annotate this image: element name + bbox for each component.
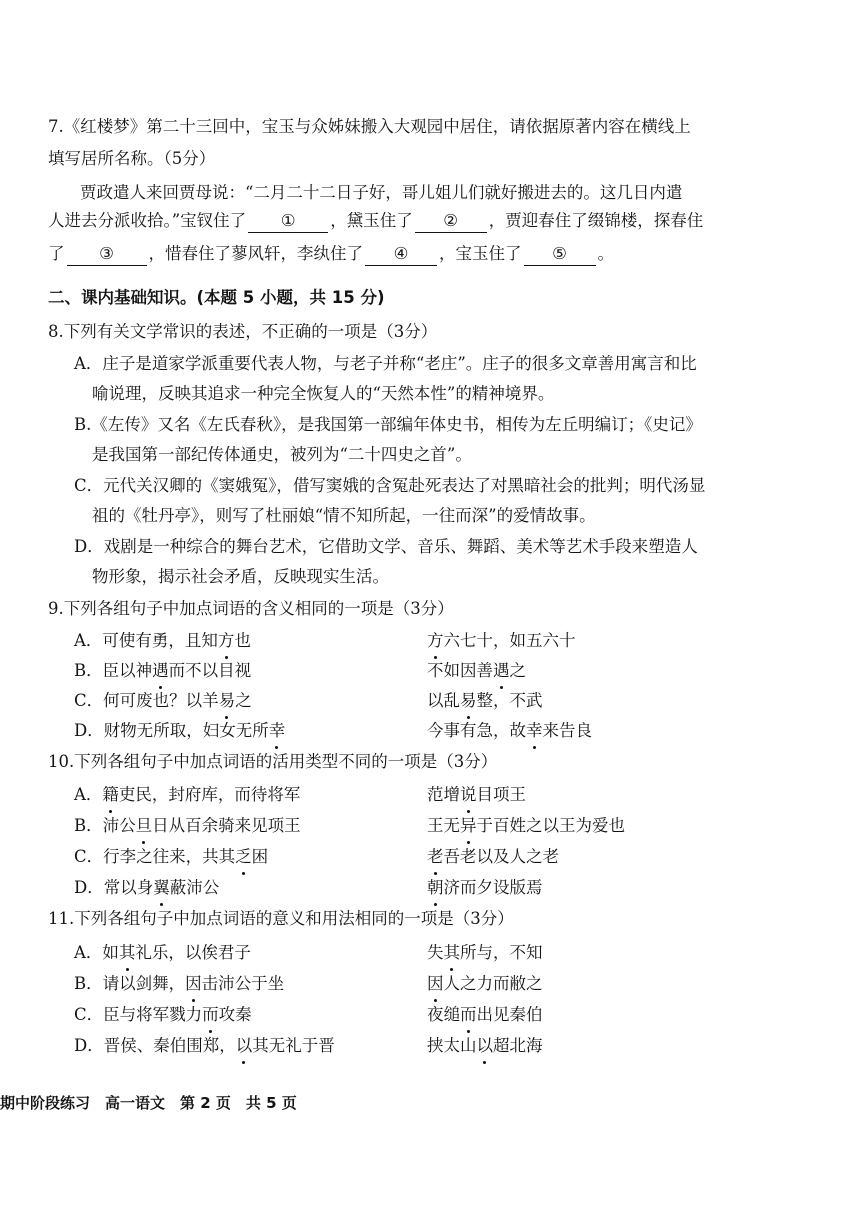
q7-line5 [48,239,614,269]
sentence-text: 于百姓之以王为爱也 [476,816,625,835]
dotted-word: 方 [427,626,444,656]
answer-blank-2[interactable]: ② [415,210,487,233]
sentence-text: 常以身 [103,878,154,897]
answer-blank-5[interactable]: ⑤ [524,243,596,266]
sentence-right [427,1031,543,1061]
sentence-text: 如 [102,943,119,962]
sentence-text: 也 [234,631,251,650]
sentence-left [103,816,301,835]
q9-option-c[interactable] [74,686,543,716]
sentence-text: 来告良 [542,721,592,740]
sentence-text: 行李之往来，共其 [103,847,236,866]
sentence-right [427,626,576,656]
dotted-word: 而 [202,1000,219,1030]
q7-line5-c: ，宝玉住了 [439,244,522,263]
sentence-text: 可使有勇，且知 [102,631,218,650]
sentence-text: 而不以目视 [168,661,252,680]
answer-blank-3[interactable]: ③ [67,243,147,266]
sentence-right [427,686,543,716]
q11-option-d[interactable] [74,1031,543,1061]
sentence-text: 臣与将军戮力 [103,1005,203,1024]
option-letter: C． [74,847,104,866]
sentence-left [103,847,268,866]
q8-option-c-line2: 祖的《牡丹亭》，则写了杜丽娘“情不知所起，一往而深”的爱情故事。 [92,506,596,525]
dotted-word: 幸 [526,716,543,746]
sentence-text: 不如因善 [427,661,493,680]
option-letter: A． [74,785,103,804]
q8-option-a-line2: 喻说理，反映其追求一种完全恢复人的“天然本性”的精神境界。 [92,384,555,403]
sentence-text: 礼乐，以俟君子 [135,943,251,962]
sentence-right [427,938,543,968]
q8-option-a-line1[interactable]: A．庄子是道家学派重要代表人物，与老子并称“老庄”。庄子的很多文章善用寓言和比 [74,354,697,373]
sentence-right [427,873,543,903]
sentence-text: 晋侯、秦伯围郑， [103,1036,236,1055]
sentence-text: 之 [509,661,526,680]
sentence-text: 挟太山 [427,1036,477,1055]
sentence-left [102,785,300,804]
dotted-word: 易 [219,686,236,716]
sentence-text: 范增 [427,785,460,804]
dotted-word: 翼 [153,873,170,903]
sentence-right [427,842,559,872]
sentence-text: 目项王 [476,785,526,804]
sentence-text: 攻秦 [218,1005,252,1024]
sentence-text: 沛公 [102,816,136,835]
option-letter: A． [74,943,103,962]
dotted-word: 旦 [136,811,153,841]
dotted-word: 其 [119,938,136,968]
dotted-word: 因 [427,969,444,999]
option-letter: A． [74,631,103,650]
sentence-right [427,811,625,841]
dotted-word: 老 [427,842,444,872]
sentence-left [103,974,285,993]
sentence-left [103,691,252,710]
q10-stem: 10.下列各组句子中加点词语的活用类型不同的一项是（3分） [48,752,498,771]
sentence-text: 吾老以及人之老 [443,847,559,866]
sentence-text: 击沛公于坐 [201,974,285,993]
dotted-word: 遇 [152,656,169,686]
sentence-text: 吏民，封府库，而待将军 [118,785,301,804]
dotted-word: 因 [185,969,202,999]
option-letter: C． [74,1005,104,1024]
sentence-text: 财物无所取，妇女无所 [103,721,269,740]
sentence-text: 请以剑舞， [102,974,186,993]
sentence-left [104,1036,335,1055]
q7-line5-b: ，惜春住了蓼风轩，李纨住了 [148,244,363,263]
sentence-text: 失 [427,943,444,962]
sentence-text: 何可废也？以羊 [103,691,219,710]
option-letter: B． [74,816,103,835]
sentence-text: 人之力而敝之 [443,974,543,993]
dotted-word: 其 [444,938,461,968]
dotted-word: 遇 [493,656,510,686]
sentence-text: 济而夕设版焉 [443,878,543,897]
sentence-text: 臣以神 [102,661,153,680]
option-letter: D． [74,878,104,897]
sentence-text: 六七十，如五六十 [443,631,576,650]
sentence-text: 整，不武 [476,691,543,710]
q8-option-d-line2: 物形象，揭示社会矛盾，反映现实生活。 [92,567,389,586]
sentence-text: 所与，不知 [460,943,543,962]
dotted-word: 以 [477,1031,494,1061]
q8-option-b-line1[interactable]: B.《左传》又名《左氏春秋》，是我国第一部编年体史书，相传为左丘明编订；《史记》 [74,415,702,434]
q8-option-d-line1[interactable]: D．戏剧是一种综合的舞台艺术，它借助文学、音乐、舞蹈、美术等艺术手段来塑造人 [74,537,698,556]
sentence-left [103,661,252,680]
option-letter: B． [74,661,103,680]
dotted-word: 籍 [102,780,119,810]
q9-option-a[interactable] [74,626,576,656]
sentence-right [427,716,592,746]
sentence-right [427,1000,543,1030]
sentence-text: 王无 [427,816,460,835]
dotted-word: 易 [460,686,477,716]
option-letter: C． [74,691,104,710]
sentence-text: 日从百余骑来见项王 [152,816,301,835]
dotted-word: 而 [460,1000,477,1030]
q10-option-c[interactable] [74,842,559,872]
dotted-word: 以 [236,1031,253,1061]
q8-option-c-line1[interactable]: C．元代关汉卿的《窦娥冤》，借写窦娥的含冤赴死表达了对黑暗社会的批判；明代汤显 [74,476,706,495]
q7-line4-b: ，黛玉住了 [330,211,413,230]
q7-line4-a: 人进去分派收拾。”宝钗住了 [48,211,247,230]
dotted-word: 异 [460,811,477,841]
q11-option-c[interactable] [74,1000,543,1030]
q7-line1: 7.《红楼梦》第二十三回中，宝玉与众姊妹搬入大观园中居住，请依据原著内容在横线上 [48,117,691,136]
option-letter: D． [74,1036,104,1055]
q7-line3: 贾政遣人来回贾母说：“二月二十二日子好，哥儿姐儿们就好搬进去的。这几日内遣 [80,183,683,202]
q10-option-d[interactable] [74,873,543,903]
sentence-left [104,878,220,897]
q7-line4 [48,206,703,236]
sentence-text: 之 [235,691,252,710]
q7-line4-c: ，贾迎春住了缀锦楼，探春住 [488,211,704,230]
sentence-right [427,656,526,686]
q8-option-b-line2: 是我国第一部纪传体通史，被列为“二十四史之首”。 [92,445,472,464]
dotted-word: 乏 [235,842,252,872]
page-footer: 期中阶段练习 高一语文 第 2 页 共 5 页 [0,1094,297,1112]
sentence-text: 其无礼于晋 [252,1036,335,1055]
q7-line5-d: 。 [597,244,614,263]
q10-option-b[interactable] [74,811,625,841]
sentence-left [103,1005,252,1024]
q11-stem: 11.下列各组句子中加点词语的意义和用法相同的一项是（3分） [48,909,514,928]
q7-line2: 填写居所名称。（5分） [48,149,216,168]
sentence-right [427,780,526,810]
sentence-text: 困 [251,847,269,866]
sentence-left [102,631,251,650]
option-letter: D． [74,721,104,740]
q11-option-a[interactable] [74,938,543,968]
option-letter: B． [74,974,103,993]
q9-option-d[interactable] [74,716,592,746]
dotted-word: 说 [460,780,477,810]
q9-option-b[interactable] [74,656,526,686]
sentence-left [102,943,251,962]
sentence-right [427,969,543,999]
q10-option-a[interactable] [74,780,526,810]
sentence-text: 今事有急，故 [427,721,526,740]
sentence-text: 夜缒 [427,1005,460,1024]
q9-stem: 9.下列各组句子中加点词语的含义相同的一项是（3分） [48,599,454,618]
sentence-text: 超北海 [493,1036,543,1055]
section2-title: 二、课内基础知识。(本题 5 小题，共 15 分) [48,288,385,307]
answer-blank-4[interactable]: ④ [365,243,437,266]
sentence-text: 出见秦伯 [476,1005,543,1024]
sentence-text: 以乱 [427,691,460,710]
dotted-word: 方 [218,626,235,656]
answer-blank-1[interactable]: ① [248,210,328,233]
dotted-word: 幸 [269,716,286,746]
q7-line5-a: 了 [48,244,65,263]
q8-stem: 8.下列有关文学常识的表述，不正确的一项是（3分） [48,322,438,341]
q11-option-b[interactable] [74,969,543,999]
sentence-left [104,721,286,740]
sentence-text: 蔽沛公 [169,878,220,897]
dotted-word: 朝 [427,873,444,903]
